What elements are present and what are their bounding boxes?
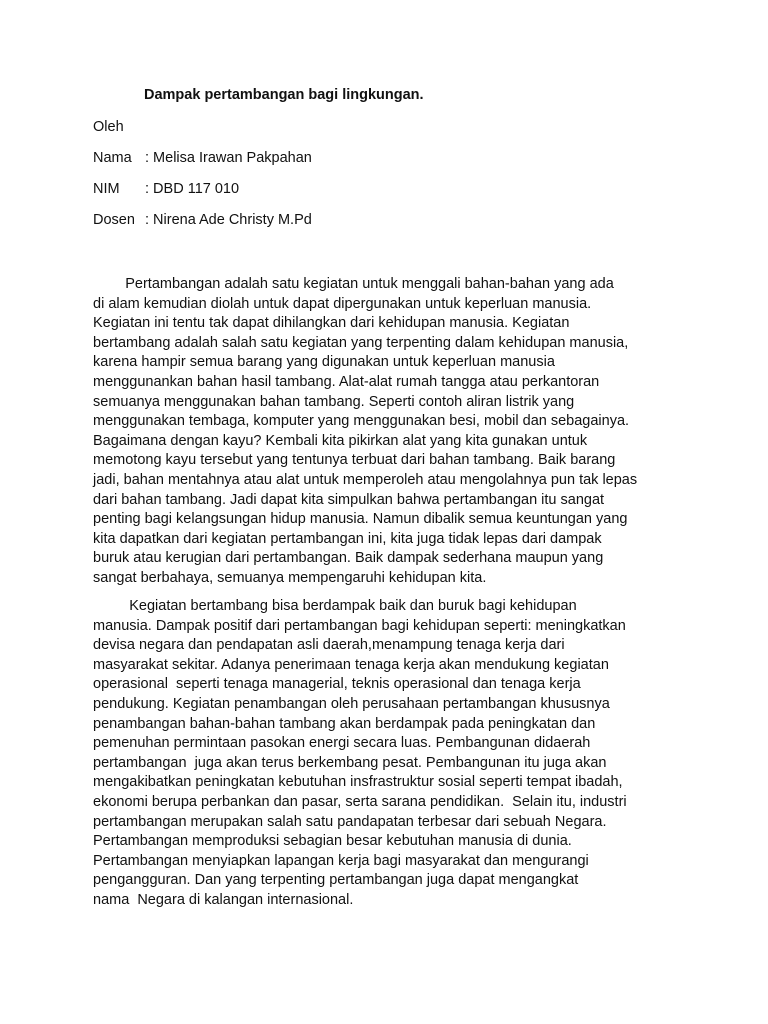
paragraph-line: pertambangan juga akan terus berkembang pesat. Pembangunan itu juga akan (93, 754, 607, 771)
paragraph-line: di alam kemudian diolah untuk dapat dipergunakan untuk keperluan manusia. (93, 295, 592, 312)
paragraph-1 (93, 275, 637, 589)
paragraph-line: pengangguran. Dan yang terpenting pertambangan juga dapat mengangkat (93, 872, 579, 889)
paragraph-line: menggunankan bahan hasil tambang. Alat-alat rumah tangga atau perkantoran (93, 373, 600, 390)
paragraph-line: pendukung. Kegiatan penambangan oleh perusahaan pertambangan khususnya (93, 695, 610, 712)
paragraph-line: Pertambangan menyiapkan lapangan kerja bagi masyarakat dan mengurangi (93, 852, 589, 869)
nim-value: : DBD 117 010 (145, 181, 240, 197)
student-id-row (93, 181, 239, 197)
lecturer-value: : Nirena Ade Christy M.Pd (145, 212, 312, 228)
lecturer-label: Dosen (93, 212, 135, 228)
paragraph-line: menggunakan tembaga, komputer yang menggunakan besi, mobil dan sebagainya. (93, 413, 630, 430)
paragraph-line: penting bagi kelangsungan hidup manusia. Namun dibalik semua keuntungan yang (93, 511, 628, 528)
paragraph-line: penambangan bahan-bahan tambang akan berdampak pada peningkatan dan (93, 715, 596, 732)
paragraph-line: masyarakat sekitar. Adanya penerimaan tenaga kerja akan mendukung kegiatan (93, 656, 609, 673)
paragraph-line: karena hampir semua barang yang digunakan untuk keperluan manusia (93, 354, 555, 371)
paragraph-line: Kegiatan bertambang bisa berdampak baik dan buruk bagi kehidupan (93, 598, 577, 614)
paragraph-2 (93, 597, 627, 911)
paragraph-line: Bagaimana dengan kayu? Kembali kita pikirkan alat yang kita gunakan untuk (93, 432, 588, 449)
paragraph-line: Pertambangan memproduksi sebagian besar kebutuhan manusia di dunia. (93, 833, 572, 850)
paragraph-line: sangat berbahaya, semuanya mempengaruhi kehidupan kita. (93, 569, 487, 586)
paragraph-line: jadi, bahan mentahnya atau alat untuk memperoleh atau mengolahnya pun tak lepas (93, 471, 638, 488)
paragraph-line: devisa negara dan pendapatan asli daerah,menampung tenaga kerja dari (93, 637, 565, 654)
student-name-row (93, 150, 312, 166)
paragraph-line: mengakibatkan peningkatan kebutuhan insfrastruktur sosial seperti tempat ibadah, (93, 774, 623, 791)
paragraph-line: pemenuhan permintaan pasokan energi secara luas. Pembangunan didaerah (93, 735, 591, 752)
paragraph-line: bertambang adalah salah satu kegiatan yang terpenting dalam kehidupan manusia, (93, 334, 629, 351)
paragraph-line: Pertambangan adalah satu kegiatan untuk menggali bahan-bahan yang ada (93, 276, 614, 292)
paragraph-line: pertambangan merupakan salah satu pandapatan terbesar dari sebuah Negara. (93, 813, 607, 830)
paragraph-line: dari bahan tambang. Jadi dapat kita simpulkan bahwa pertambangan itu sangat (93, 491, 605, 508)
name-label: Nama (93, 150, 132, 166)
paragraph-line: nama Negara di kalangan internasional. (93, 891, 354, 908)
author-intro: Oleh (93, 119, 124, 135)
paragraph-line: buruk atau kerugian dari pertambangan. Baik dampak sederhana maupun yang (93, 550, 604, 567)
paragraph-line: manusia. Dampak positif dari pertambangan bagi kehidupan seperti: meningkatkan (93, 617, 626, 634)
paragraph-line: ekonomi berupa perbankan dan pasar, serta sarana pendidikan. Selain itu, industri (93, 793, 627, 810)
paragraph-line: semuanya menggunakan bahan tambang. Seperti contoh aliran listrik yang (93, 393, 575, 410)
paragraph-line: operasional seperti tenaga managerial, teknis operasional dan tenaga kerja (93, 676, 581, 693)
name-value: : Melisa Irawan Pakpahan (145, 150, 312, 166)
lecturer-row (93, 212, 312, 228)
paragraph-line: kita dapatkan dari kegiatan pertambangan ini, kita juga tidak lepas dari dampak (93, 530, 602, 547)
paragraph-line: Kegiatan ini tentu tak dapat dihilangkan dari kehidupan manusia. Kegiatan (93, 315, 570, 332)
paragraph-line: memotong kayu tersebut yang tentunya terbuat dari bahan tambang. Baik barang (93, 452, 616, 469)
nim-label: NIM (93, 181, 120, 197)
document-title: Dampak pertambangan bagi lingkungan. (144, 87, 424, 103)
